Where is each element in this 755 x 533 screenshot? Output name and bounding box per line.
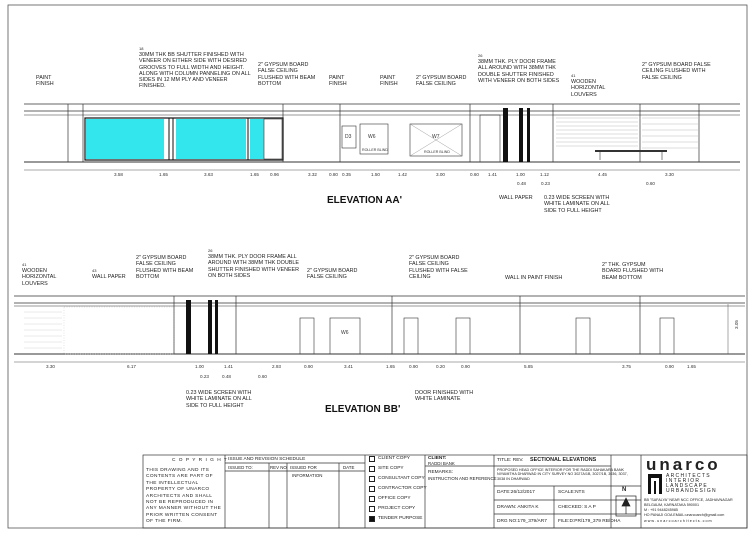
address-line: BELGAUM, KARNATAKA 590001 bbox=[644, 503, 699, 507]
dimension: 6.17 bbox=[127, 364, 136, 369]
elevation-bb-drawing bbox=[14, 296, 745, 362]
address-line: BB "SAFALYA" NEAR NCC OFFICE, JADHAVNAGAR bbox=[644, 498, 733, 502]
dimension: 0.60 bbox=[470, 172, 479, 177]
dimension: 1.42 bbox=[398, 172, 407, 177]
dimension: 0.23 bbox=[200, 374, 209, 379]
dimension: 1.65 bbox=[159, 172, 168, 177]
window-tag: W7 bbox=[432, 134, 440, 140]
copy-label: SITE COPY bbox=[378, 466, 404, 471]
note-wall-paper: WALL PAPER bbox=[92, 274, 126, 280]
dimension: 1.00 bbox=[195, 364, 204, 369]
glass-panel bbox=[176, 119, 246, 159]
elevation-aa-drawing bbox=[24, 104, 740, 170]
dimension: 3.75 bbox=[622, 364, 631, 369]
dimension: 0.35 bbox=[342, 172, 351, 177]
elevation-bb-title: ELEVATION BB' bbox=[325, 404, 401, 415]
elevation-aa-title: ELEVATION AA' bbox=[327, 195, 402, 206]
window-tag: D3 bbox=[345, 134, 352, 140]
dimension: 1.41 bbox=[488, 172, 497, 177]
copyright-text: THIS DRAWING AND ITS CONTENTS ARE PART OF THE INTELLECTUAL PROPERTY OF UNARCO ARCHITECTS AND SHALL NOT BE REPRODUCED IN ANY MANNER WITHOUT THE PRIOR WRITTEN CONSENT OF THE FIRM. bbox=[146, 468, 222, 525]
note-shutter: 30MM THK BB SHUTTER FINISHED WITH VENEER ON EITHER SIDE WITH DESIRED GROOVES TO FULL WIDTH AND HEIGHT. ALONG WITH COLUMN PANNELING ON ALL SIDES IN 12 MM PLY AND VENEER FINISHED. bbox=[139, 52, 251, 90]
issue-col-issued-to: ISSUED TO: bbox=[228, 465, 253, 470]
note-gypsum-beam: 2" GYPSUM BOARD FALSE CEILING FLUSHED WITH BEAM BOTTOM bbox=[258, 62, 316, 87]
brand-line: LANDSCAPE bbox=[666, 483, 708, 489]
unarco-logo-icon bbox=[648, 474, 662, 494]
issue-col-issued-for: ISSUED FOR bbox=[290, 465, 317, 470]
issue-schedule-heading: ISSUE AND REVISION SCHEDULE bbox=[228, 457, 306, 462]
dimension: 0.80 bbox=[329, 172, 338, 177]
site-copy-checkbox[interactable] bbox=[369, 466, 375, 472]
dimension: 1.50 bbox=[371, 172, 380, 177]
glass-panel bbox=[250, 119, 264, 159]
dimension: 0.90 bbox=[409, 364, 418, 369]
issue-information: INFORMATION bbox=[292, 473, 323, 478]
note-wall-paper: WALL PAPER bbox=[499, 195, 533, 201]
project-description: PROPOSED HEAD OFFICE INTERIOR FOR THE RADDI SAHAKARA BANK NIYAMITHA DHARWAD IN CITY SURVEY NO 3027A/1B, 3027/1B, 3036, 3037, 3038 IN DHARWAD bbox=[497, 468, 628, 481]
note-wall-paint: WALL IN PAINT FINISH bbox=[505, 275, 563, 281]
client-name: RADDI BANK bbox=[428, 461, 455, 466]
drawing-date: DATE:26/12/2017 bbox=[497, 490, 535, 495]
contractor-copy-checkbox[interactable] bbox=[369, 486, 375, 492]
note-gypsum-false: 2" GYPSUM BOARD FALSE CEILING FLUSHED WITH FALSE CEILING bbox=[409, 255, 468, 280]
tag: 26 bbox=[478, 53, 483, 58]
north-arrow-icon bbox=[616, 496, 636, 516]
note-louvers: WOODEN HORIZONTAL LOUVERS bbox=[571, 79, 606, 98]
dimension: 1.12 bbox=[540, 172, 549, 177]
note-gypsum: 2" GYPSUM BOARD FALSE CEILING bbox=[307, 268, 358, 281]
copy-label: OFFICE COPY bbox=[378, 496, 411, 501]
checked-by: CHECKED: S A P bbox=[558, 505, 596, 510]
brand-line: URBANDESIGN bbox=[666, 488, 717, 494]
brand-name: unarco bbox=[646, 455, 721, 474]
dimension: 1.41 bbox=[224, 364, 233, 369]
dimension: 0.23 bbox=[541, 181, 550, 186]
dimension: 0.96 bbox=[270, 172, 279, 177]
dimension: 0.90 bbox=[304, 364, 313, 369]
dimension: 0.48 bbox=[517, 181, 526, 186]
tag: 43 bbox=[92, 268, 97, 273]
remarks-text: INSTRUCTION AND REFERENCE bbox=[428, 476, 497, 481]
dimension: 0.60 bbox=[258, 374, 267, 379]
note-louvers: WOODEN HORIZONTAL LOUVERS bbox=[22, 268, 57, 287]
dimension: 3.00 bbox=[436, 172, 445, 177]
copyright-heading: C O P Y R I G H T bbox=[172, 458, 228, 463]
remarks-label: REMARKS: bbox=[428, 470, 454, 475]
note-door-finish: DOOR FINISHED WITH WHITE LAMINATE bbox=[415, 390, 474, 403]
note-screen: 0.23 WIDE SCREEN WITH WHITE LAMINATE ON ALL SIDE TO FULL HEIGHT bbox=[544, 195, 610, 214]
window-tag: W6 bbox=[368, 134, 376, 140]
office-copy-checkbox[interactable] bbox=[369, 496, 375, 502]
drawing-number: DRG NO:179_379/AR7 bbox=[497, 519, 547, 524]
copy-label: CONTRACTOR COPY bbox=[378, 486, 427, 491]
sheet-title: SECTIONAL ELEVATIONS bbox=[530, 457, 597, 463]
note-gypsum: 2" GYPSUM BOARD FALSE CEILING bbox=[416, 75, 467, 88]
tag: 41 bbox=[22, 262, 27, 267]
tag: 41 bbox=[571, 73, 576, 78]
dimension: 3.58 bbox=[114, 172, 123, 177]
dimension: 0.48 bbox=[222, 374, 231, 379]
dimension: 0.90 bbox=[461, 364, 470, 369]
note-door-frame: 38MM THK. PLY DOOR FRAME ALL AROUND WITH 38MM THK DOUBLE SHUTTER FINISHED WITH VENEER ON BOTH SIDES bbox=[478, 59, 560, 84]
height-dimension: 3.05 bbox=[733, 320, 739, 329]
brand-line: INTERIOR bbox=[666, 478, 701, 484]
address-line: HO PANAJI GOA EMAIL:unarcoarch@gmail.com bbox=[644, 513, 725, 517]
copy-label: TENDER PURPOSE bbox=[378, 516, 423, 521]
website: w w w . u n a r c o a r c h i t e c t s . c o m bbox=[644, 519, 712, 523]
dimension: 1.65 bbox=[386, 364, 395, 369]
address-line: M : +91 9448245985 bbox=[644, 508, 678, 512]
copy-label: PROJECT COPY bbox=[378, 506, 416, 511]
roller-blind-label: ROLLER BLIND bbox=[362, 148, 388, 152]
drawing-scale: SCALE:NTS bbox=[558, 490, 585, 495]
dimension: 1.65 bbox=[687, 364, 696, 369]
note-gypsum-thk: 2" THK. GYPSUM BOARD FLUSHED WITH BEAM BOTTOM bbox=[602, 262, 664, 281]
title-label: TITLE: REV. bbox=[497, 458, 524, 463]
dimension: 1.00 bbox=[516, 172, 525, 177]
note-door-frame: 38MM THK. PLY DOOR FRAME ALL AROUND WITH 38MM THK DOUBLE SHUTTER FINISHED WITH VENEER ON BOTH SIDES bbox=[208, 254, 300, 279]
dimension: 1.65 bbox=[250, 172, 259, 177]
glass-panel bbox=[86, 119, 164, 159]
note-gypsum-beam: 2" GYPSUM BOARD FALSE CEILING FLUSHED WITH BEAM BOTTOM bbox=[136, 255, 194, 280]
dimension: 0.60 bbox=[646, 181, 655, 186]
note-screen: 0.23 WIDE SCREEN WITH WHITE LAMINATE ON ALL SIDE TO FULL HEIGHT bbox=[186, 390, 252, 409]
window-tag: W6 bbox=[341, 330, 349, 336]
client-copy-checkbox[interactable] bbox=[369, 456, 375, 462]
note-paint-finish: PAINT FINISH bbox=[380, 75, 398, 88]
brand-line: ARCHITECTS bbox=[666, 473, 711, 479]
dimension: 2.93 bbox=[272, 364, 281, 369]
drawn-by: DRAWN: ANKITA K bbox=[497, 505, 539, 510]
dimension: 3.30 bbox=[665, 172, 674, 177]
project-copy-checkbox[interactable] bbox=[369, 506, 375, 512]
tag: 18 bbox=[139, 46, 144, 51]
dimension: 3.41 bbox=[344, 364, 353, 369]
note-paint-finish: PAINT FINISH bbox=[329, 75, 347, 88]
file-path: FILE:D:PR/179_379 RB/DHA bbox=[558, 519, 621, 524]
tender-purpose-checkbox[interactable] bbox=[369, 516, 375, 522]
note-paint-finish: PAINT FINISH bbox=[36, 75, 54, 88]
issue-col-rev-no: REV NO bbox=[270, 465, 287, 470]
issue-col-date: DATE bbox=[343, 465, 355, 470]
dimension: 3.30 bbox=[46, 364, 55, 369]
note-gypsum-false: 2" GYPSUM BOARD FALSE CEILING FLUSHED WITH FALSE CEILING bbox=[642, 62, 711, 81]
dimension: 4.45 bbox=[598, 172, 607, 177]
consultant-copy-checkbox[interactable] bbox=[369, 476, 375, 482]
tag: 26 bbox=[208, 248, 213, 253]
north-label: N bbox=[622, 487, 627, 493]
roller-blind-label: ROLLER BLIND bbox=[424, 150, 450, 154]
copy-label: CONSULTANT COPY bbox=[378, 476, 425, 481]
dimension: 5.85 bbox=[524, 364, 533, 369]
dimension: 0.90 bbox=[665, 364, 674, 369]
dimension: 3.63 bbox=[204, 172, 213, 177]
dimension: 0.20 bbox=[436, 364, 445, 369]
copy-label: CLIENT COPY bbox=[378, 456, 410, 461]
dimension: 3.32 bbox=[308, 172, 317, 177]
client-label: CLIENT: bbox=[428, 456, 447, 461]
